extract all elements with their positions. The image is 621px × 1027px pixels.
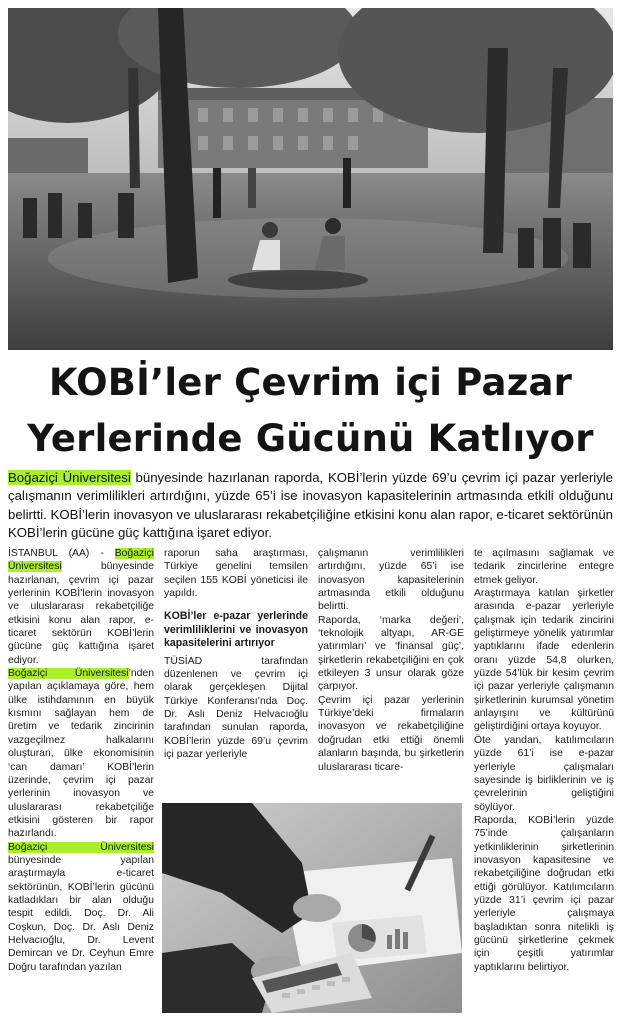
business-meeting-photo xyxy=(162,803,462,1013)
col2-paragraph-2: TÜSİAD tarafından düzenlenen ve çevrim içi olarak gerçekleşen Dijital Türkiye Konferansı’nda Doç. Dr. Aslı Deniz Helvacıoğlu tarafından sunulan raporda, KOBİ’lerin yüzde 69’u çevrim içi pazar yerleriyle xyxy=(164,655,308,760)
subheading: KOBİ’ler e-pazar yerlerinde verimliliklerini ve inovasyon kapasitelerini artırıyor xyxy=(164,610,308,650)
highlight-university-3: Boğaziçi Üniversitesi xyxy=(8,841,154,853)
headline xyxy=(8,355,613,467)
column-1-text xyxy=(8,547,154,974)
col4-paragraph-2: Araştırmaya katılan şirketler arasında e-pazar yerleriyle çalışmak için tedarik zincirini geliştirmeye yönelik yatırımlar yaptıklarını ifade edenlerin oranı yüzde 54,8 olurken, yüzde 54’lük bir kesim çevrim içi pazar yerleriyle çalışmanın şirketlerinin kurumsal yönetim anlayışını ve kültürünü geliştirdiğini ortaya koyuyor. xyxy=(474,588,614,733)
body-column-4 xyxy=(474,547,614,974)
col3-paragraph-2: Raporda, ‘marka değeri’, ‘teknolojik altyapı, AR-GE yatırımları’ ve ‘finansal güç’, şirketlerin rekabetçiliğini en çok etkileyen 3 unsur olarak göze çarpıyor. xyxy=(318,614,464,693)
col2-paragraph-1: raporun saha araştırması, Türkiye genelini temsilen seçilen 155 KOBİ yöneticisi ile yapıldı. xyxy=(164,548,308,600)
col4-paragraph-1: te açılmasını sağlamak ve tedarik zincirlerine entegre etmek geliyor. xyxy=(474,548,614,586)
headline-line-2: Yerlerinde Gücünü Katlıyor xyxy=(27,417,594,460)
col1-text-1: bünyesinde hazırlanan, çevrim içi pazar yerlerinin KOBİ’lerin inovasyon ve uluslararası rekabetçiliğe etkisini konu alan rapor, e-ticaret sektörün KOBİ’lerin gücüne güç kattığına işaret ediyor. xyxy=(8,561,154,666)
highlight-university-1: Boğaziçi Üniversitesi xyxy=(8,548,154,573)
col1-text-2: ’nden yapılan açıklamaya göre, hem ülke istihdamının en büyük kısmını sağlayan hem de üretim ve tedarik zincirinin vazgeçilmez halkalarını oluşturan, ülke ekonomisinin ‘can damarı’ KOBİ’lerin üzerinde, çevrim içi pazar yerlerinin inovasyon ve uluslararası rekabetçiliğe etkisini gösteren bir rapor hazırlandı. xyxy=(8,668,154,840)
col3-paragraph-1: çalışmanın verimlilikleri artırdığını, yüzde 65’i ise inovasyon kapasitelerinin artmasında etkili olduğunu belirtti. xyxy=(318,548,464,613)
col3-paragraph-3: Çevrim içi pazar yerlerinin Türkiye’deki firmaların inovasyon ve rekabetçiliğine doğrudan etki ettiği önemli alanların başında, bu şirketlerin uluslararası ticare- xyxy=(318,694,464,773)
body-column-2 xyxy=(164,547,308,761)
lead-highlight: Boğaziçi Üniversitesi xyxy=(8,470,131,485)
body-column-1 xyxy=(8,547,154,974)
lead-text: bünyesinde hazırlanan raporda, KOBİ’lerin yüzde 69’u çevrim içi pazar yerleriyle çalışmanın verimlilikleri artırdığını, yüzde 65’i ise inovasyon kapasitelerinin artmasında etkili olduğunu belirtti. KOBİ’lerin inovasyon ve uluslararası rekabetçiliğine etkisini konu alan rapor, e-ticaret sektörünün KOBİ’lerin gücüne güç kattığına işaret ediyor. xyxy=(8,470,613,541)
headline-line-1: KOBİ’ler Çevrim içi Pazar xyxy=(48,361,573,404)
lead-paragraph xyxy=(8,469,613,543)
campus-photo xyxy=(8,8,613,350)
col4-paragraph-3: Öte yandan, katılımcıların yüzde 61’i ise e-pazar yerleriyle çalışmaları sayesinde iş birliklerinin ve iş çevrelerinin geliştiğini söylüyor. xyxy=(474,734,614,813)
highlight-university-2: Boğaziçi Üniversitesi xyxy=(8,668,129,680)
body-column-3 xyxy=(318,547,464,774)
dateline: İSTANBUL (AA) - xyxy=(8,548,115,559)
col4-paragraph-4: Raporda, KOBİ’lerin yüzde 75’inde çalışanların yetkinliklerinin şirketlerinin inovasyon kapasitesine ve rekabetçiliğine doğrudan etki ettiği görülüyor. Katılımcıların yüzde 31’i çevrim içi pazar yerleriyle çalışmaya başladıktan sonra nitelikli iş gücünü şirketlerine çekmek için çeşitli yatırımlar yaptıklarını belirtiyor. xyxy=(474,814,614,973)
col1-text-3: bünyesinde yapılan araştırmayla e-ticaret sektörünün, KOBİ’lerin gücünü katladıkları bir alan olduğu tespit edildi. Doç. Dr. Ali Coşkun, Doç. Dr. Aslı Deniz Helvacıoğlu, Dr. Levent Demircan ve Dr. Ceyhun Emre Doğru tarafından yazılan xyxy=(8,854,154,973)
